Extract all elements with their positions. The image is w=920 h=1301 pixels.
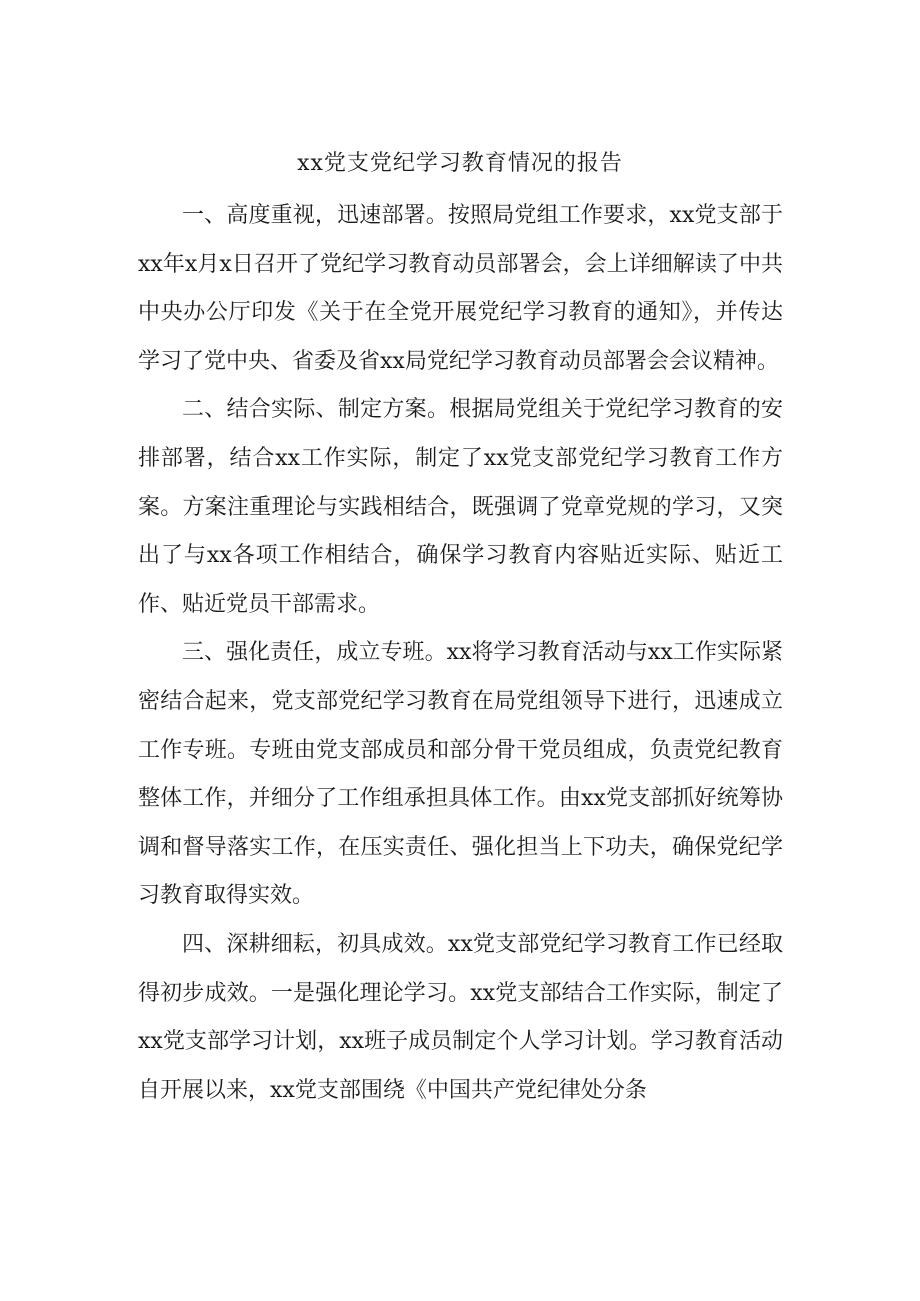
- paragraph-3: 三、强化责任，成立专班。xx将学习教育活动与xx工作实际紧密结合起来，党支部党纪学习教育在局党组领导下进行，迅速成立工作专班。专班由党支部成员和部分骨干党员组成，负责党纪教育整体工作，并细分了工作组承担具体工作。由xx党支部抓好统筹协调和督导落实工作，在压实责任、强化担当上下功夫，确保党纪学习教育取得实效。: [138, 640, 783, 909]
- paragraph-1: 一、高度重视，迅速部署。按照局党组工作要求，xx党支部于xx年x月x日召开了党纪学习教育动员部署会，会上详细解读了中共中央办公厅印发《关于在全党开展党纪学习教育的通知》，并传达学习了党中央、省委及省xx局党纪学习教育动员部署会会议精神。: [138, 203, 783, 374]
- paragraph-4: 四、深耕细耘，初具成效。xx党支部党纪学习教育工作已经取得初步成效。一是强化理论学习。xx党支部结合工作实际，制定了xx党支部学习计划，xx班子成员制定个人学习计划。学习教育活动自开展以来，xx党支部围绕《中国共产党纪律处分条: [138, 931, 783, 1103]
- document-body: [138, 192, 783, 1115]
- document-title: xx党支党纪学习教育情况的报告: [297, 151, 623, 176]
- paragraph-2: 二、结合实际、制定方案。根据局党组关于党纪学习教育的安排部署，结合xx工作实际，制定了xx党支部党纪学习教育工作方案。方案注重理论与实践相结合，既强调了党章党规的学习，又突出了与xx各项工作相结合，确保学习教育内容贴近实际、贴近工作、贴近党员干部需求。: [138, 397, 783, 617]
